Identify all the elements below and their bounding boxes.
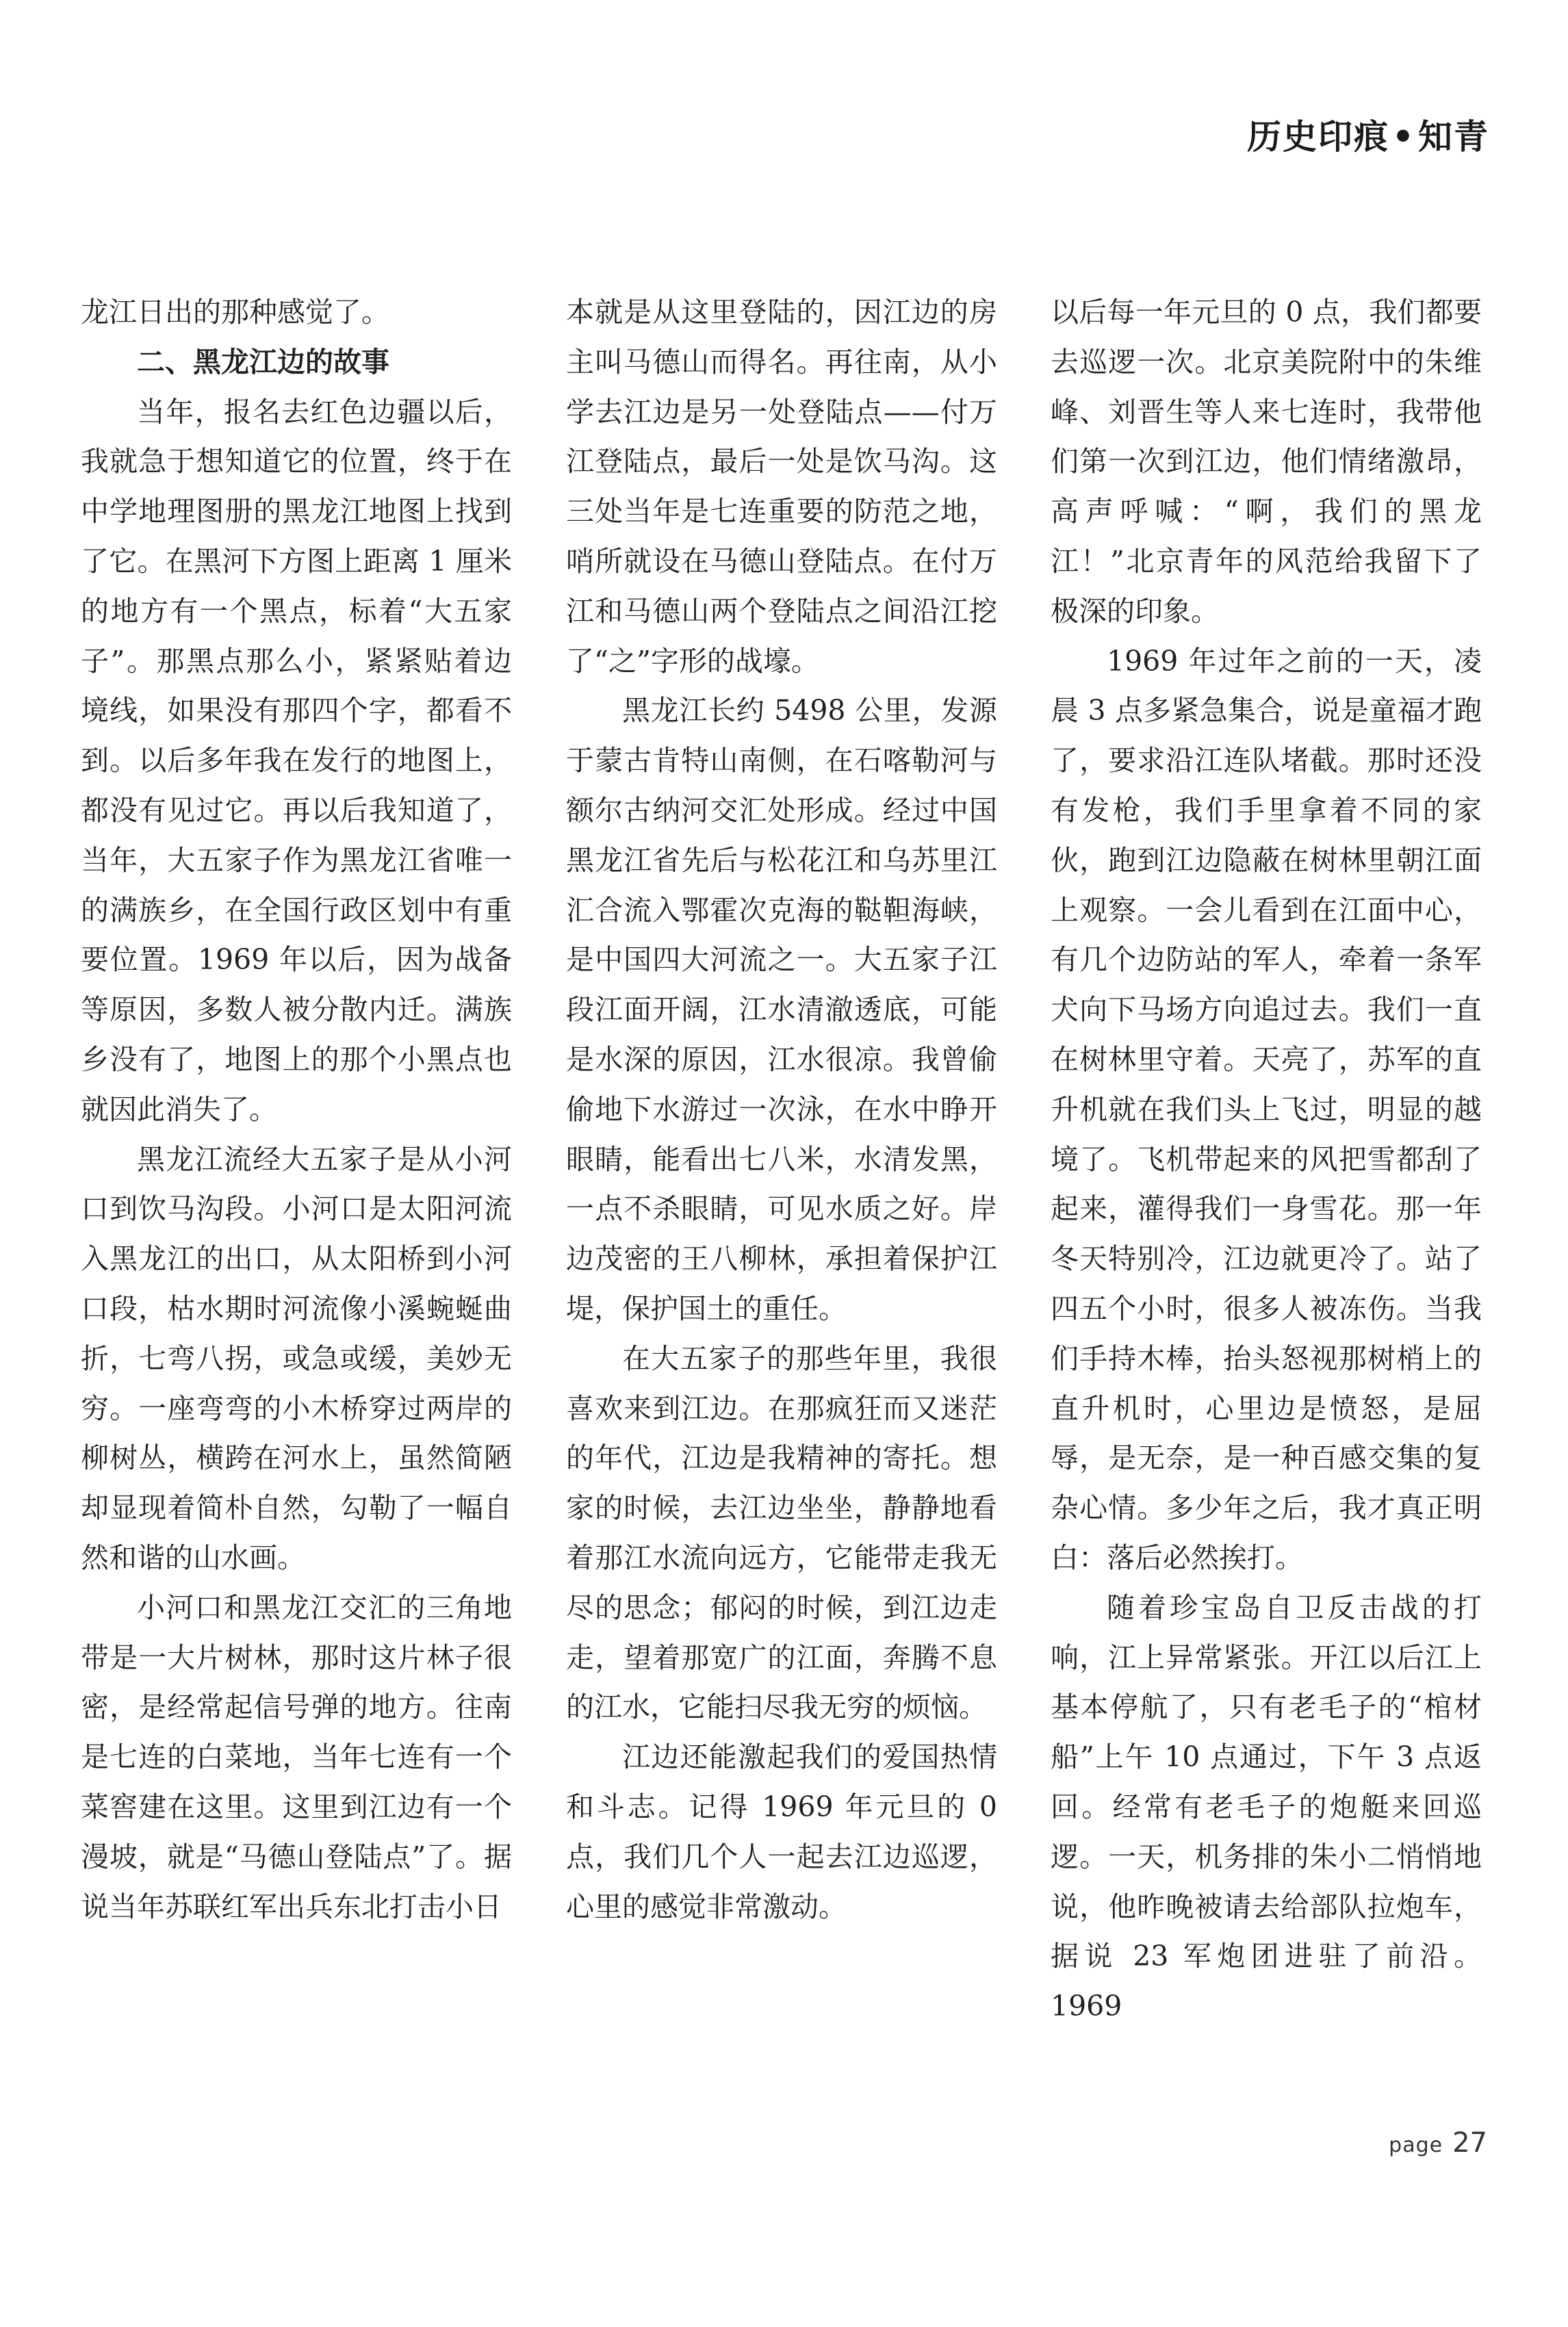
- running-head: [1247, 110, 1489, 159]
- paragraph: 随着珍宝岛自卫反击战的打响，江上异常紧张。开江以后江上基本停航了，只有老毛子的“棺材船”上午 10 点通过，下午 3 点返回。经常有老毛子的炮艇来回巡逻。一天，机务排的朱小二悄悄地说，他昨晚被请去给部队拉炮车，据说 23 军炮团进驻了前沿。1969: [1051, 1591, 1482, 2023]
- paragraph-continued: 以后每一年元旦的 0 点，我们都要去巡逻一次。北京美院附中的朱维峰、刘晋生等人来七连时，我带他们第一次到江边，他们情绪激昂，高声呼喊：“啊，我们的黑龙江！”北京青年的风范给我留下了极深的印象。: [1051, 296, 1482, 628]
- text-column-3: [1051, 287, 1482, 2031]
- paragraph-continued: 龙江日出的那种感觉了。: [81, 296, 389, 329]
- paragraph: 江边还能激起我们的爱国热情和斗志。记得 1969 年元旦的 0 点，我们几个人一起去江边巡逻，心里的感觉非常激动。: [566, 1740, 997, 1923]
- paragraph: 当年，报名去红色边疆以后，我就急于想知道它的位置，终于在中学地理图册的黑龙江地图上找到了它。在黑河下方图上距离 1 厘米的地方有一个黑点，标着“大五家子”。那黑点那么小，紧紧贴着边境线，如果没有那四个字，都看不到。以后多年我在发行的地图上，都没有见过它。再以后我知道了，当年，大五家子作为黑龙江省唯一的满族乡，在全国行政区划中有重要位置。1969 年以后，因为战备等原因，多数人被分散内迁。满族乡没有了，地图上的那个小黑点也就因此消失了。: [81, 395, 512, 1126]
- title-separator: •: [1392, 117, 1415, 157]
- paragraph: 在大五家子的那些年里，我很喜欢来到江边。在那疯狂而又迷茫的年代，江边是我精神的寄托。想家的时候，去江边坐坐，静静地看着那江水流向远方，它能带走我无尽的思念；郁闷的时候，到江边走走，望着那宽广的江面，奔腾不息的江水，它能扫尽我无穷的烦恼。: [566, 1341, 997, 1724]
- paragraph-continued: 本就是从这里登陆的，因江边的房主叫马德山而得名。再往南，从小学去江边是另一处登陆点——付万江登陆点，最后一处是饮马沟。这三处当年是七连重要的防范之地，哨所就设在马德山登陆点。在付万江和马德山两个登陆点之间沿江挖了“之”字形的战壕。: [566, 296, 997, 678]
- paragraph: 黑龙江流经大五家子是从小河口到饮马沟段。小河口是太阳河流入黑龙江的出口，从太阳桥到小河口段，枯水期时河流像小溪蜿蜒曲折，七弯八拐，或急或缓，美妙无穷。一座弯弯的小木桥穿过两岸的柳树丛，横跨在河水上，虽然简陋却显现着简朴自然，勾勒了一幅自然和谐的山水画。: [81, 1142, 512, 1574]
- paragraph: 黑龙江长约 5498 公里，发源于蒙古肯特山南侧，在石喀勒河与额尔古纳河交汇处形成。经过中国黑龙江省先后与松花江和乌苏里江汇合流入鄂霍次克海的鞑靼海峡，是中国四大河流之一。大五家子江段江面开阔，江水清澈透底，可能是水深的原因，江水很凉。我曾偷偷地下水游过一次泳，在水中睁开眼睛，能看出七八米，水清发黑，一点不杀眼睛，可见水质之好。岸边茂密的王八柳林，承担着保护江堤，保护国土的重任。: [566, 694, 997, 1325]
- paragraph: 小河口和黑龙江交汇的三角地带是一大片树林，那时这片林子很密，是经常起信号弹的地方。往南是七连的白菜地，当年七连有一个菜窖建在这里。这里到江边有一个漫坡，就是“马德山登陆点”了。据说当年苏联红军出兵东北打击小日: [81, 1591, 512, 1923]
- page-footer: [1389, 2127, 1487, 2159]
- text-column-1: [81, 287, 512, 1931]
- section-title: 历史印痕: [1247, 117, 1390, 157]
- paragraph: 1969 年过年之前的一天，凌晨 3 点多紧急集合，说是童福才跑了，要求沿江连队堵截。那时还没有发枪，我们手里拿着不同的家伙，跑到江边隐蔽在树林里朝江面上观察。一会儿看到在江面中心，有几个边防站的军人，牵着一条军犬向下马场方向追过去。我们一直在树林里守着。天亮了，苏军的直升机就在我们头上飞过，明显的越境了。飞机带起来的风把雪都刮了起来，灌得我们一身雪花。那一年冬天特别冷，江边就更冷了。站了四五个小时，很多人被冻伤。当我们手持木棒，抬头怒视那树梢上的直升机时，心里边是愤怒，是屈辱，是无奈，是一种百感交集的复杂心情。多少年之后，我才真正明白：落后必然挨打。: [1051, 644, 1482, 1574]
- subsection-title: 知青: [1418, 117, 1489, 157]
- page-label: page: [1389, 2133, 1443, 2157]
- text-column-2: [566, 287, 997, 1931]
- page-number: 27: [1452, 2127, 1487, 2159]
- section-heading: 二、黑龙江边的故事: [137, 345, 389, 378]
